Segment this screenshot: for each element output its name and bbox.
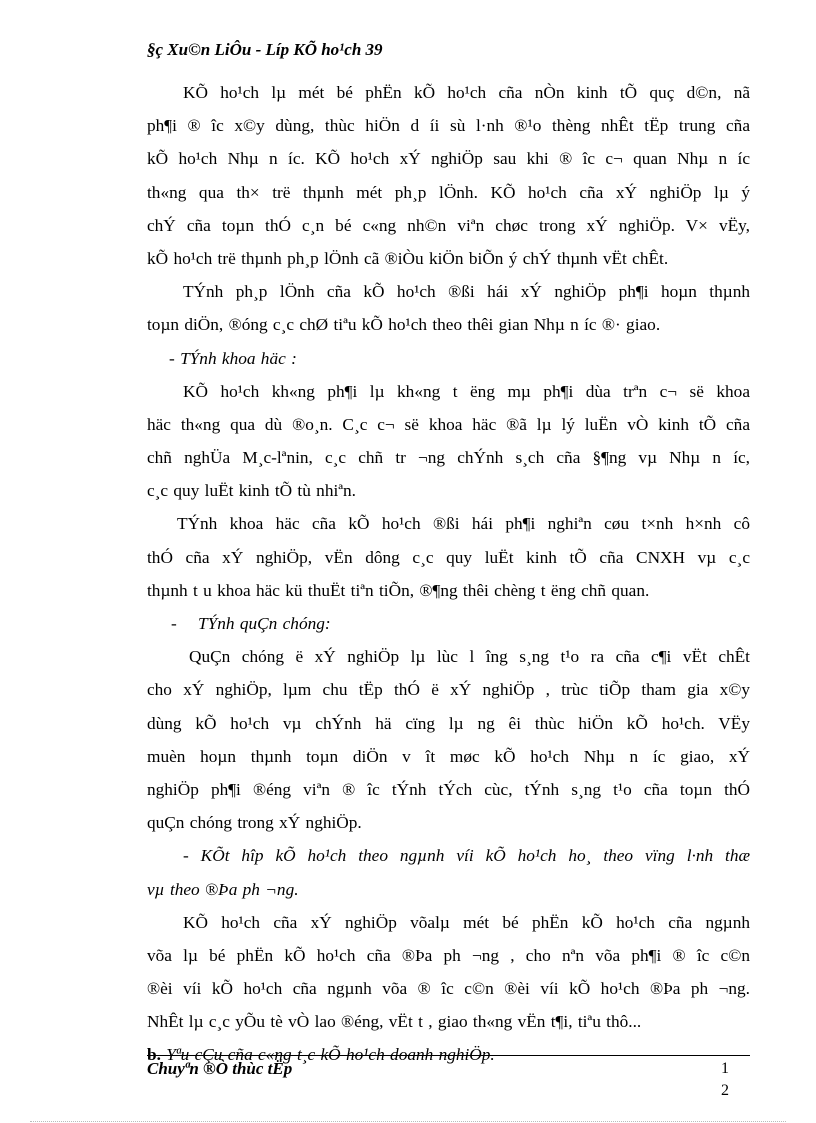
text-line: KÕ ho¹ch lµ mét bé phËn kÕ ho¹ch cña nÒn kinh tÕ quç d©n, nã (183, 83, 750, 102)
text-line: ®èi víi kÕ ho¹ch cña ngµnh võa ® îc c©n ®èi víi kÕ ho¹ch ®Þa ph ¬ng. (147, 979, 750, 999)
text-line: quÇn chóng trong xÝ nghiÖp. (147, 813, 362, 833)
text-line: kÕ ho¹ch trë thµnh ph¸p lÖnh cã ®iÒu kiÖn biÕn ý chÝ thµnh vËt chÊt. (147, 248, 669, 268)
text-line: th«ng qua th× trë thµnh mét ph¸p lÖnh. KÕ ho¹ch cña xÝ nghiÖp lµ ý (147, 182, 750, 202)
footer-divider (147, 1055, 750, 1056)
page-header: §ç Xu©n LiÔu - Líp KÕ ho¹ch 39 (147, 40, 383, 59)
subsection-marker: b. (147, 1045, 161, 1065)
text-line: dùng kÕ ho¹ch vµ chÝnh hä cïng lµ ng êi thùc hiÖn kÕ ho¹ch. VËy (147, 713, 750, 733)
page-bottom-divider (30, 1121, 786, 1122)
section-heading: vµ theo ®Þa ph ¬ng. (147, 879, 299, 899)
text-line: ph¶i ® îc x©y dùng, thùc hiÖn d íi sù l·nh ®¹o thèng nhÊt tËp trung cña (147, 116, 750, 136)
section-heading: - TÝnh khoa häc : (169, 348, 297, 368)
page-number: 1 2 (721, 1060, 729, 1099)
text-line: QuÇn chóng ë xÝ nghiÖp lµ lùc l îng s¸ng t¹o ra cña c¶i vËt chÊt (189, 647, 750, 667)
body-text (147, 76, 750, 1072)
text-line: võa lµ bé phËn kÕ ho¹ch cña ®Þa ph ¬ng , cho nªn võa ph¶i ® îc c©n (147, 945, 750, 965)
subsection-title: Yªu cÇu cña c«ng t¸c kÕ ho¹ch doanh nghiÖp. (166, 1045, 495, 1065)
text-line: toµn diÖn, ®óng c¸c chØ tiªu kÕ ho¹ch theo thêi gian Nhµ n íc ®· giao. (147, 315, 661, 335)
section-heading: - KÕt hîp kÕ ho¹ch theo ngµnh víi kÕ ho¹ch ho¸ theo vïng l·nh thæ (183, 846, 750, 866)
section-heading: - TÝnh quÇn chóng: (171, 614, 331, 633)
text-line: thÓ cña xÝ nghiÖp, vËn dông c¸c quy luËt kinh tÕ cña CNXH vµ c¸c (147, 547, 750, 567)
text-line: chÝ cña toµn thÓ c¸n bé c«ng nh©n viªn chøc trong xÝ nghiÖp. V× vËy, (147, 215, 750, 235)
text-line: NhÊt lµ c¸c yÕu tè vÒ lao ®éng, vËt t , giao th«ng vËn t¶i, tiªu thô... (147, 1012, 642, 1032)
text-line: thµnh t u khoa häc kü thuËt tiªn tiÕn, ®¶ng thêi chèng t ëng chñ quan. (147, 580, 650, 600)
text-line: c¸c quy luËt kinh tÕ tù nhiªn. (147, 481, 356, 501)
text-line: chñ nghÜa M¸c-lªnin, c¸c chñ tr ¬ng chÝnh s¸ch cña §¶ng vµ Nhµ n íc, (147, 448, 750, 468)
text-line: muèn hoµn thµnh toµn diÖn v ît møc kÕ ho¹ch Nhµ n íc giao, xÝ (147, 746, 750, 766)
footer-title: Chuyªn ®Ò thùc tËp (147, 1059, 293, 1078)
text-line: häc th«ng qua dù ®o¸n. C¸c c¬ së khoa häc ®ã lµ lý luËn vÒ kinh tÕ cña (147, 414, 750, 434)
text-line: TÝnh ph¸p lÖnh cña kÕ ho¹ch ®ßi hái xÝ nghiÖp ph¶i hoµn thµnh (183, 282, 750, 302)
text-line: KÕ ho¹ch kh«ng ph¶i lµ kh«ng t ëng mµ ph¶i dùa trªn c¬ së khoa (183, 381, 750, 401)
text-line: nghiÖp ph¶i ®éng viªn ® îc tÝnh tÝch cùc, tÝnh s¸ng t¹o cña toµn thÓ (147, 779, 750, 799)
text-line: KÕ ho¹ch cña xÝ nghiÖp võalµ mét bé phËn kÕ ho¹ch cña ngµnh (183, 912, 750, 932)
text-line: cho xÝ nghiÖp, lµm chu tËp thÓ ë xÝ nghiÖp , trùc tiÕp tham gia x©y (147, 680, 750, 700)
text-line: TÝnh khoa häc cña kÕ ho¹ch ®ßi hái ph¶i nghiªn cøu t×nh h×nh cô (177, 514, 750, 534)
text-line: kÕ ho¹ch Nhµ n íc. KÕ ho¹ch xÝ nghiÖp sau khi ® îc c¬ quan Nhµ n íc (147, 149, 750, 169)
